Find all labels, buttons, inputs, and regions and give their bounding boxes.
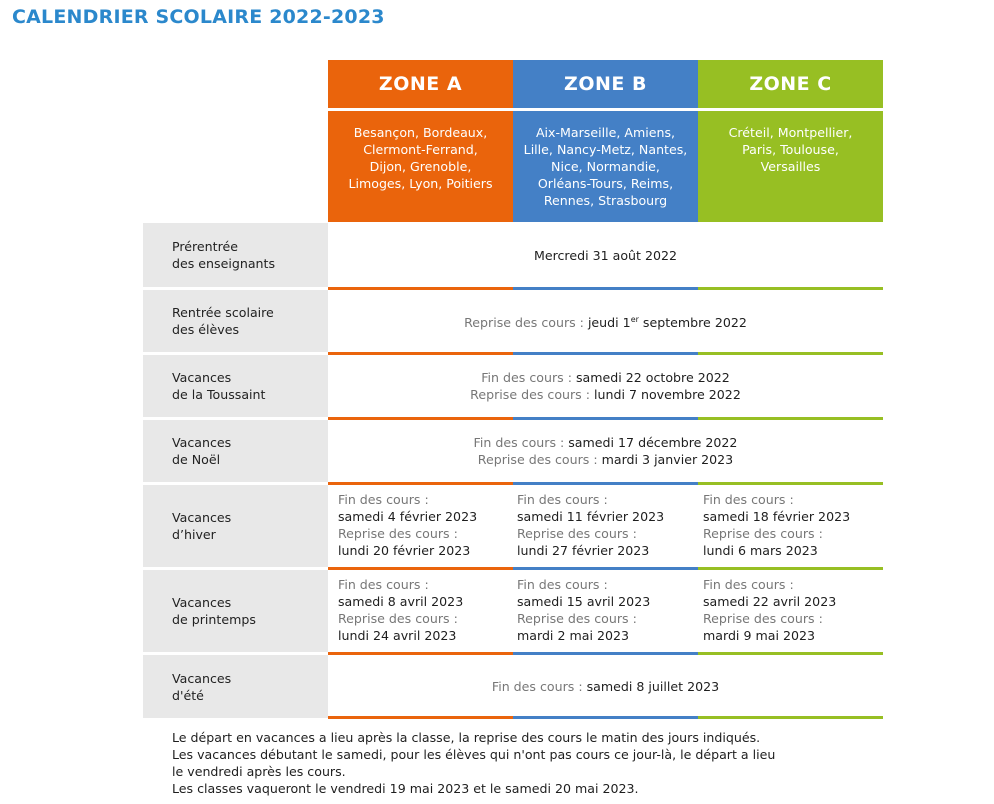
zone-a-divider	[328, 716, 513, 719]
row-label-rentree	[143, 290, 328, 352]
row-label-ete	[143, 655, 328, 718]
reprise-date: lundi 6 mars 2023	[703, 543, 818, 558]
zone-c-academies	[698, 111, 883, 222]
fin-date: samedi 4 février 2023	[338, 509, 478, 524]
zone-b-header: ZONE B	[513, 60, 698, 108]
zone-c-divider	[698, 567, 883, 570]
printemps-zone-b	[507, 576, 692, 644]
fin-label: Fin des cours :	[491, 679, 587, 694]
reprise-date: lundi 24 avril 2023	[338, 628, 457, 643]
zone-b-divider	[513, 716, 698, 719]
label-line: Rentrée scolaire	[172, 305, 274, 320]
reprise-label: Reprise des cours :	[703, 611, 823, 626]
reprise-label: Reprise des cours :	[517, 611, 637, 626]
date-value: Mercredi 31 août 2022	[533, 247, 677, 263]
academy-line: Besançon, Bordeaux,	[353, 125, 488, 140]
label-line: Vacances	[172, 510, 232, 525]
reprise-label: Reprise des cours :	[703, 526, 823, 541]
fin-label: Fin des cours :	[338, 492, 429, 507]
row-cell-ete	[328, 655, 883, 718]
fin-label: Fin des cours :	[481, 370, 576, 385]
zone-c-divider	[698, 482, 883, 485]
hiver-zone-a	[328, 491, 513, 559]
fin-date: samedi 8 avril 2023	[338, 594, 464, 609]
reprise-label: Reprise des cours :	[517, 526, 637, 541]
ordinal-suffix: er	[630, 315, 639, 324]
row-cell-toussaint	[328, 355, 883, 417]
label-line: d’hiver	[172, 527, 216, 542]
reprise-date-month: septembre 2022	[638, 315, 747, 330]
reprise-label: Reprise des cours :	[464, 315, 588, 330]
fin-date: samedi 8 juillet 2023	[586, 679, 720, 694]
row-label-printemps	[143, 570, 328, 652]
note-line: Le départ en vacances a lieu après la classe, la reprise des cours le matin des jours indiqués.	[172, 730, 761, 745]
reprise-date: mardi 2 mai 2023	[517, 628, 629, 643]
label-line: Prérentrée	[172, 239, 238, 254]
reprise-date: mardi 3 janvier 2023	[601, 452, 734, 467]
row-label-toussaint	[143, 355, 328, 417]
fin-label: Fin des cours :	[517, 492, 608, 507]
note-line: Les vacances débutant le samedi, pour les élèves qui n'ont pas cours ce jour-là, le départ a lieu	[172, 747, 776, 762]
printemps-zone-a	[328, 576, 513, 644]
fin-label: Fin des cours :	[473, 435, 569, 450]
academy-line: Orléans-Tours, Reims,	[537, 176, 674, 191]
zone-c-header: ZONE C	[698, 60, 883, 108]
reprise-date	[588, 315, 747, 330]
fin-date: samedi 22 octobre 2022	[575, 370, 730, 385]
academy-line: Versailles	[760, 159, 821, 174]
fin-label: Fin des cours :	[703, 577, 794, 592]
fin-date: samedi 17 décembre 2022	[568, 435, 738, 450]
reprise-date: lundi 7 novembre 2022	[594, 387, 741, 402]
academy-line: Rennes, Strasbourg	[543, 193, 668, 208]
reprise-date: lundi 20 février 2023	[338, 543, 471, 558]
label-line: de printemps	[172, 612, 256, 627]
reprise-date: mardi 9 mai 2023	[703, 628, 815, 643]
hiver-zone-b	[507, 491, 692, 559]
academy-line: Clermont-Ferrand,	[363, 142, 478, 157]
reprise-label: Reprise des cours :	[338, 526, 458, 541]
row-cell-noel	[328, 420, 883, 482]
academy-line: Dijon, Grenoble,	[369, 159, 472, 174]
reprise-date-day: jeudi 1	[587, 315, 631, 330]
label-line: des enseignants	[172, 256, 276, 271]
fin-date: samedi 18 février 2023	[703, 509, 851, 524]
academy-line: Nice, Normandie,	[551, 159, 660, 174]
label-line: de la Toussaint	[172, 387, 266, 402]
note-line: Les classes vaqueront le vendredi 19 mai 2023 et le samedi 20 mai 2023.	[172, 781, 639, 796]
label-line: des élèves	[172, 322, 240, 337]
reprise-label: Reprise des cours :	[470, 387, 594, 402]
zone-a-academies	[328, 111, 513, 222]
reprise-label: Reprise des cours :	[338, 611, 458, 626]
fin-label: Fin des cours :	[517, 577, 608, 592]
academy-line: Créteil, Montpellier,	[728, 125, 853, 140]
note-line: le vendredi après les cours.	[172, 764, 346, 779]
academy-line: Lille, Nancy-Metz, Nantes,	[523, 142, 688, 157]
label-line: Vacances	[172, 670, 232, 686]
footnotes	[172, 729, 775, 797]
row-label-hiver	[143, 485, 328, 567]
label-line: Vacances	[172, 595, 232, 610]
reprise-date: lundi 27 février 2023	[517, 543, 650, 558]
zone-b-academies	[513, 111, 698, 222]
hiver-zone-c	[693, 491, 878, 559]
row-label-noel	[143, 420, 328, 482]
label-line: Vacances	[172, 370, 232, 385]
label-line: de Noël	[172, 452, 221, 467]
fin-label: Fin des cours :	[338, 577, 429, 592]
academy-line: Aix-Marseille, Amiens,	[535, 125, 676, 140]
fin-date: samedi 15 avril 2023	[517, 594, 651, 609]
page-title: CALENDRIER SCOLAIRE 2022-2023	[12, 6, 385, 28]
fin-label: Fin des cours :	[703, 492, 794, 507]
zone-b-divider	[513, 482, 698, 485]
zone-c-divider	[698, 716, 883, 719]
zone-b-divider	[513, 567, 698, 570]
row-cell-rentree	[328, 290, 883, 352]
zone-a-divider	[328, 482, 513, 485]
row-label-prerentree	[143, 223, 328, 287]
fin-date: samedi 11 février 2023	[517, 509, 665, 524]
zone-a-divider	[328, 567, 513, 570]
zone-a-header: ZONE A	[328, 60, 513, 108]
academy-line: Paris, Toulouse,	[742, 142, 839, 157]
label-line: Vacances	[172, 435, 232, 450]
fin-date: samedi 22 avril 2023	[703, 594, 837, 609]
label-line: d'été	[172, 687, 204, 703]
reprise-label: Reprise des cours :	[477, 452, 602, 467]
printemps-zone-c	[693, 576, 878, 644]
row-cell-prerentree	[328, 223, 883, 287]
academy-line: Limoges, Lyon, Poitiers	[348, 176, 493, 191]
